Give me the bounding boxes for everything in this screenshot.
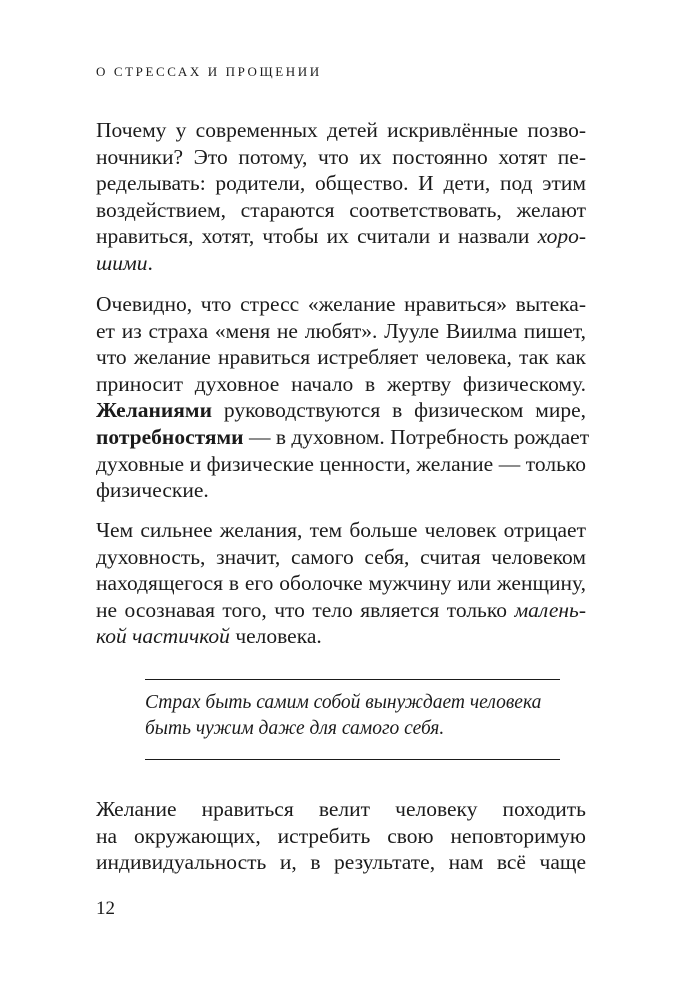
text-run: нравиться, хотят, чтобы их считали и назвали [96, 224, 538, 249]
text-run: — в духовном. Потребность рождает [243, 424, 590, 449]
text-line [96, 250, 586, 277]
text-line: приносит духовное начало в жертву физическому. [96, 371, 586, 396]
text-line: ночники? Это потому, что их постоянно хотят пе- [96, 144, 586, 169]
paragraph-3 [96, 517, 586, 650]
text-line: Желание нравиться велит человеку походить [96, 797, 586, 821]
text-line: Чем сильнее желания, тем больше человек отрицает [96, 518, 586, 542]
page-number: 12 [96, 898, 115, 919]
paragraph-2 [96, 291, 590, 504]
italic-run: малень- [514, 597, 586, 622]
text-line: физические. [96, 478, 209, 503]
italic-run: шими [96, 250, 148, 275]
text-line [96, 424, 590, 451]
text-line: ределывать: родители, общество. И дети, под этим [96, 171, 586, 196]
text-line: на окружающих, истребить свою неповторимую [96, 823, 586, 848]
italic-run: хоро- [537, 224, 586, 249]
bold-term-desires: Желаниями [96, 398, 212, 423]
pull-quote [145, 690, 560, 741]
text-line [96, 223, 586, 250]
text-run: . [147, 250, 153, 275]
text-line: воздействием, стараются соответствовать, желают [96, 197, 586, 222]
text-run: человека. [229, 624, 322, 649]
quote-line: Страх быть самим собой вынуждает человека [145, 692, 542, 713]
quote-rule-bottom [145, 759, 560, 760]
running-header: О СТРЕССАХ И ПРОЩЕНИИ [96, 64, 322, 79]
bold-term-needs: потребностями [96, 424, 244, 449]
text-line [96, 597, 586, 624]
text-line [96, 397, 586, 424]
text-line: находящегося в его оболочке мужчину или женщину, [96, 571, 586, 596]
text-line: духовные и физические ценности, желание — только [96, 451, 586, 476]
text-line: духовность, значит, самого себя, считая человеком [96, 544, 586, 569]
text-line: что желание нравиться истребляет человека, так как [96, 345, 586, 370]
paragraph-1 [96, 117, 586, 277]
text-line: Очевидно, что стресс «желание нравиться» вытека- [96, 292, 586, 316]
quote-line: быть чужим даже для самого себя. [145, 717, 445, 739]
text-line: Почему у современных детей искривлённые позво- [96, 118, 586, 142]
text-line: индивидуальность и, в результате, нам всё чаще [96, 850, 586, 875]
paragraph-4 [96, 796, 586, 876]
quote-rule-top [145, 679, 560, 680]
text-line: ет из страха «меня не любят». Лууле Виилма пишет, [96, 318, 586, 343]
italic-run: кой частичкой [96, 624, 230, 649]
text-run: руководствуются в физическом мире, [211, 398, 586, 423]
text-line [96, 623, 586, 650]
text-run: не осознавая того, что тело является только [96, 597, 515, 622]
